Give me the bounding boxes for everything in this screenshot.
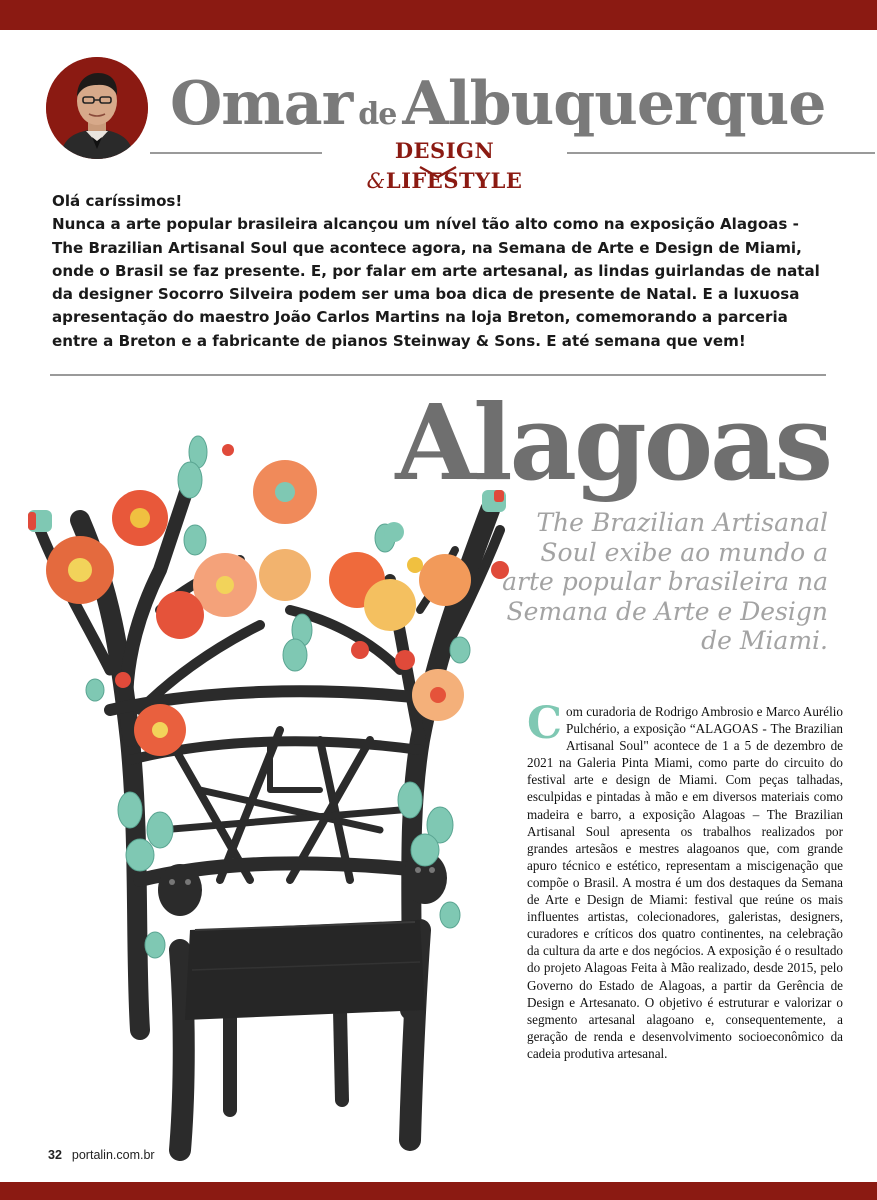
intro-paragraph: Nunca a arte popular brasileira alcançou um nível tão alto como na exposição Alagoas - The Brazilian Artisanal Soul que acontece agora, na Semana de Arte e Design de Miami, onde o Brasil se faz presente. E, por falar em arte artesanal, as lindas guirlandas de natal da designer Socorro Silveira podem ser uma boa dica de presente de Natal. E a luxuosa apresentação do maestro João Carlos Martins na loja Breton, comemorando a parceria entre a Breton e a fabricante de pianos Steinway & Sons. E até semana que vem! — [52, 215, 820, 350]
drop-cap: C — [527, 698, 563, 749]
section-tag-right: LIFESTYLE — [385, 168, 523, 193]
author-name — [170, 64, 826, 144]
site-url: portalin.com.br — [71, 1148, 155, 1162]
author-particle: de — [358, 97, 397, 132]
author-last-name: Albuquerque — [402, 69, 826, 139]
header-rule-left — [150, 152, 322, 154]
article-deck: The Brazilian Artisanal Soul exibe ao mundo a arte popular brasileira na Semana de Arte e Design de Miami. — [502, 508, 828, 655]
section-divider — [50, 374, 826, 376]
top-color-band — [0, 0, 877, 30]
section-tag — [322, 136, 567, 193]
chair-sculpture-image — [20, 410, 510, 1170]
section-tag-left: DESIGN — [394, 138, 495, 163]
bottom-color-band — [0, 1182, 877, 1200]
header-rule-right — [567, 152, 875, 154]
intro-text — [52, 190, 832, 353]
intro-greeting: Olá caríssimos! — [52, 192, 183, 210]
article-headline: Alagoas — [395, 381, 830, 504]
article-body-text: om curadoria de Rodrigo Ambrosio e Marco Aurélio Pulchério, a exposição “ALAGOAS - The Brazilian Artisanal Soul" acontece de 1 a 5 de dezembro de 2021 na Galeria Pinta Miami, como parte do circuito do festival arte e design de Miami. Com peças talhadas, esculpidas e pintadas à mão e em diversos materiais como madeira e barro, a exposição Alagoas – The Brazilian Artisanal Soul apresenta os trabalhos realizados por grandes artesãos e mestres alagoanos que, com grande apuro técnico e estético, representam a miscigenação que compõe o Brasil. A mostra é um dos destaques da Semana de Arte e Design de Miami: festival que reúne os mais influentes artistas, colecionadores, galeristas, designers, curadores e críticos dos quatro continentes, na celebração da cultura da arte e dos negócios. A exposição é o resultado do projeto Alagoas Feita à Mão realizado, desde 2015, pelo Governo do Estado de Alagoas, a partir da Gerência de Design e Artesanato. O objetivo é estruturar e valorizar o segmento artesanal alagoano e, consequentemente, a geração de renda e desenvolvimento socioeconômico da cadeia produtiva artesanal. — [527, 704, 843, 1061]
author-first-name: Omar — [170, 69, 353, 139]
chevron-down-icon — [418, 165, 458, 179]
author-portrait — [46, 57, 148, 159]
article-body — [527, 698, 843, 1062]
page-footer — [48, 1148, 155, 1162]
page-number: 32 — [48, 1148, 62, 1162]
section-tag-amp: & — [366, 169, 386, 193]
